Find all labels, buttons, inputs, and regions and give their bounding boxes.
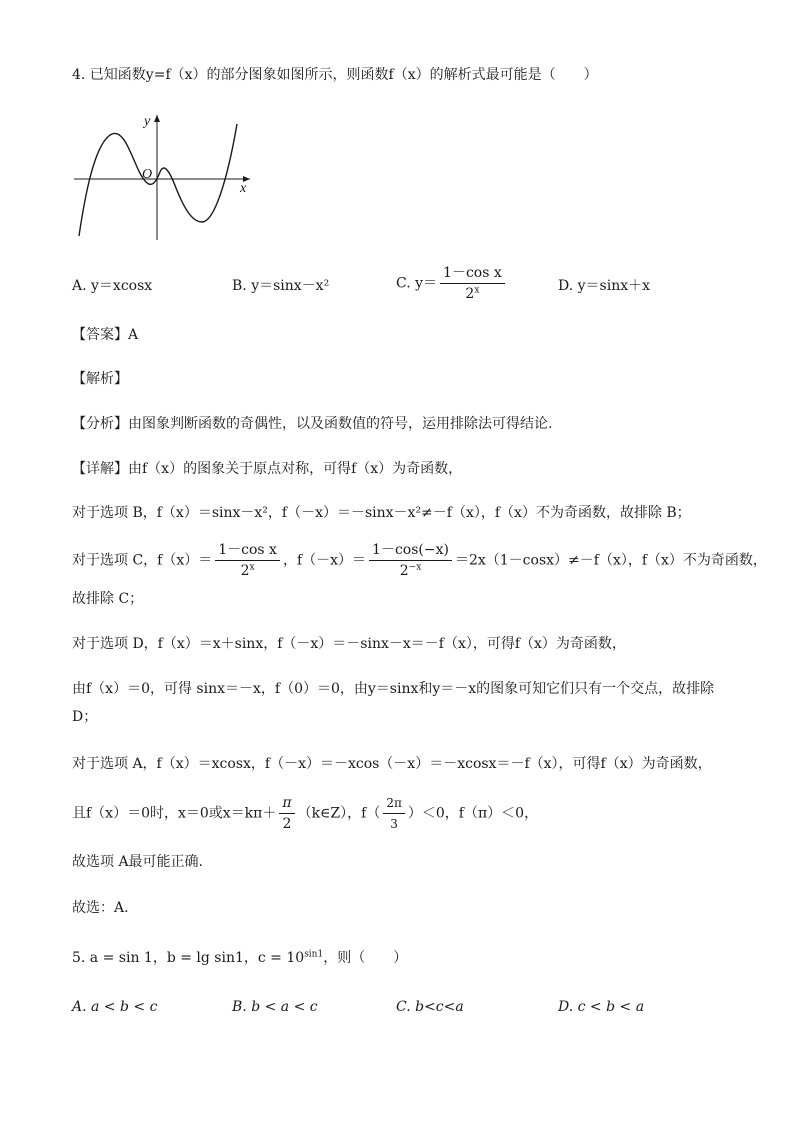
option-c-analysis [72, 541, 767, 580]
q4-option-c-den-exp: x [474, 285, 480, 296]
option-c-mid: ，f（－x）＝ [282, 552, 367, 569]
fenxi-text: 由图象判断函数的奇偶性，以及函数值的符号，运用排除法可得结论. [128, 416, 553, 432]
zero-analysis [72, 794, 538, 833]
q5-option-a: A. a < b < c [72, 999, 158, 1015]
option-c-frac2-num: 1－cos(−x) [369, 541, 452, 561]
function-graph [72, 112, 252, 244]
option-c-frac1-den-base: 2 [240, 563, 250, 579]
option-d-analysis-1: 对于选项 D，f（x）＝x＋sinx，f（－x）＝－sinx－x＝－f（x），可得f（x）为奇函数， [72, 636, 626, 652]
q4-option-a: A. y＝xcosx [72, 278, 153, 294]
zero-fraction-2pi-3 [383, 794, 405, 833]
q4-option-d: D. y＝sinx＋x [558, 278, 651, 294]
y-axis-arrow-icon [154, 115, 160, 122]
option-c-fraction-1 [215, 541, 280, 580]
option-c-prefix: 对于选项 C，f（x）＝ [72, 552, 213, 569]
q4-option-c [396, 264, 508, 303]
q5-option-c: C. b<c<a [396, 999, 464, 1015]
option-c-frac2-den-exp: −x [408, 562, 422, 573]
zero-frac2-num: 2π [383, 794, 405, 814]
q4-option-c-numerator: 1－cos x [440, 264, 505, 284]
xiangjie-label: 【详解】 [72, 461, 128, 477]
option-b-analysis: 对于选项 B，f（x）＝sinx－x²，f（－x）＝－sinx－x²≠－f（x），f（x）不为奇函数，故排除 B； [72, 505, 691, 521]
xiangjie-text: 由f（x）的图象关于原点对称，可得f（x）为奇函数， [128, 461, 463, 477]
zero-prefix: 且f（x）＝0时，x＝0或x＝kπ＋ [72, 805, 277, 822]
zero-mid: （k∈Z），f（ [297, 805, 381, 822]
q5-prefix: 5. a = sin 1，b = lg sin1，c = 10 [72, 950, 305, 966]
q4-option-c-prefix: C. y＝ [396, 275, 438, 292]
option-c-frac1-den-exp: x [249, 562, 255, 573]
option-c-frac1-num: 1－cos x [215, 541, 280, 561]
y-axis-label: y [144, 114, 151, 129]
q4-option-c-den-base: 2 [465, 286, 475, 302]
answer-line [72, 325, 138, 345]
fenxi-label: 【分析】 [72, 416, 128, 432]
option-c-frac2-den [369, 561, 452, 580]
option-c-suffix: ＝2x（1－cosx）≠－f（x），f（x）不为奇函数， [454, 552, 767, 569]
xiangjie-line [72, 459, 462, 479]
q4-text: 4. 已知函数y=f（x）的部分图象如图所示，则函数f（x）的解析式最可能是（ ） [72, 67, 598, 83]
option-c-analysis-line2: 故排除 C； [72, 591, 144, 607]
q5-option-d: D. c < b < a [558, 999, 645, 1015]
option-d-analysis-2: 由f（x）＝0，可得 sinx＝－x，f（0）＝0，由y＝sinx和y＝－x的图象可知它们只有一个交点，故排除 [72, 681, 715, 697]
zero-frac2-den: 3 [390, 817, 398, 831]
zero-suffix: ）＜0，f（π）＜0， [407, 805, 539, 822]
zero-fraction-pi-2 [279, 794, 294, 833]
option-c-frac1-den [215, 561, 280, 580]
zero-frac-num: π [279, 794, 294, 814]
fenxi-line [72, 414, 552, 434]
curve [79, 124, 237, 236]
conclusion: 故选项 A最可能正确. [72, 854, 204, 870]
analysis-title: 【解析】 [72, 371, 128, 387]
origin-label: O [142, 167, 153, 182]
q5-suffix: ，则（ ） [323, 950, 408, 966]
q5-option-b: B. b < a < c [232, 999, 318, 1015]
choose-answer: 故选：A. [72, 900, 129, 916]
q4-option-b: B. y＝sinx－x² [232, 278, 330, 294]
option-c-fraction-2 [369, 541, 452, 580]
q5-text [72, 948, 407, 968]
q4-option-c-denominator [440, 284, 505, 303]
q4-option-c-fraction [440, 264, 505, 303]
option-a-analysis: 对于选项 A，f（x）＝xcosx，f（－x）＝－xcos（－x）＝－xcosx＝－f（x），可得f（x）为奇函数， [72, 756, 712, 772]
zero-frac-den: 2 [282, 816, 292, 832]
answer-label: 【答案】 [72, 327, 128, 343]
x-axis-label: x [240, 181, 247, 196]
option-d-analysis-3: D； [72, 709, 98, 725]
option-c-frac2-den-base: 2 [399, 563, 409, 579]
q5-exponent: sin1 [304, 949, 324, 960]
answer-value: A [128, 327, 139, 343]
